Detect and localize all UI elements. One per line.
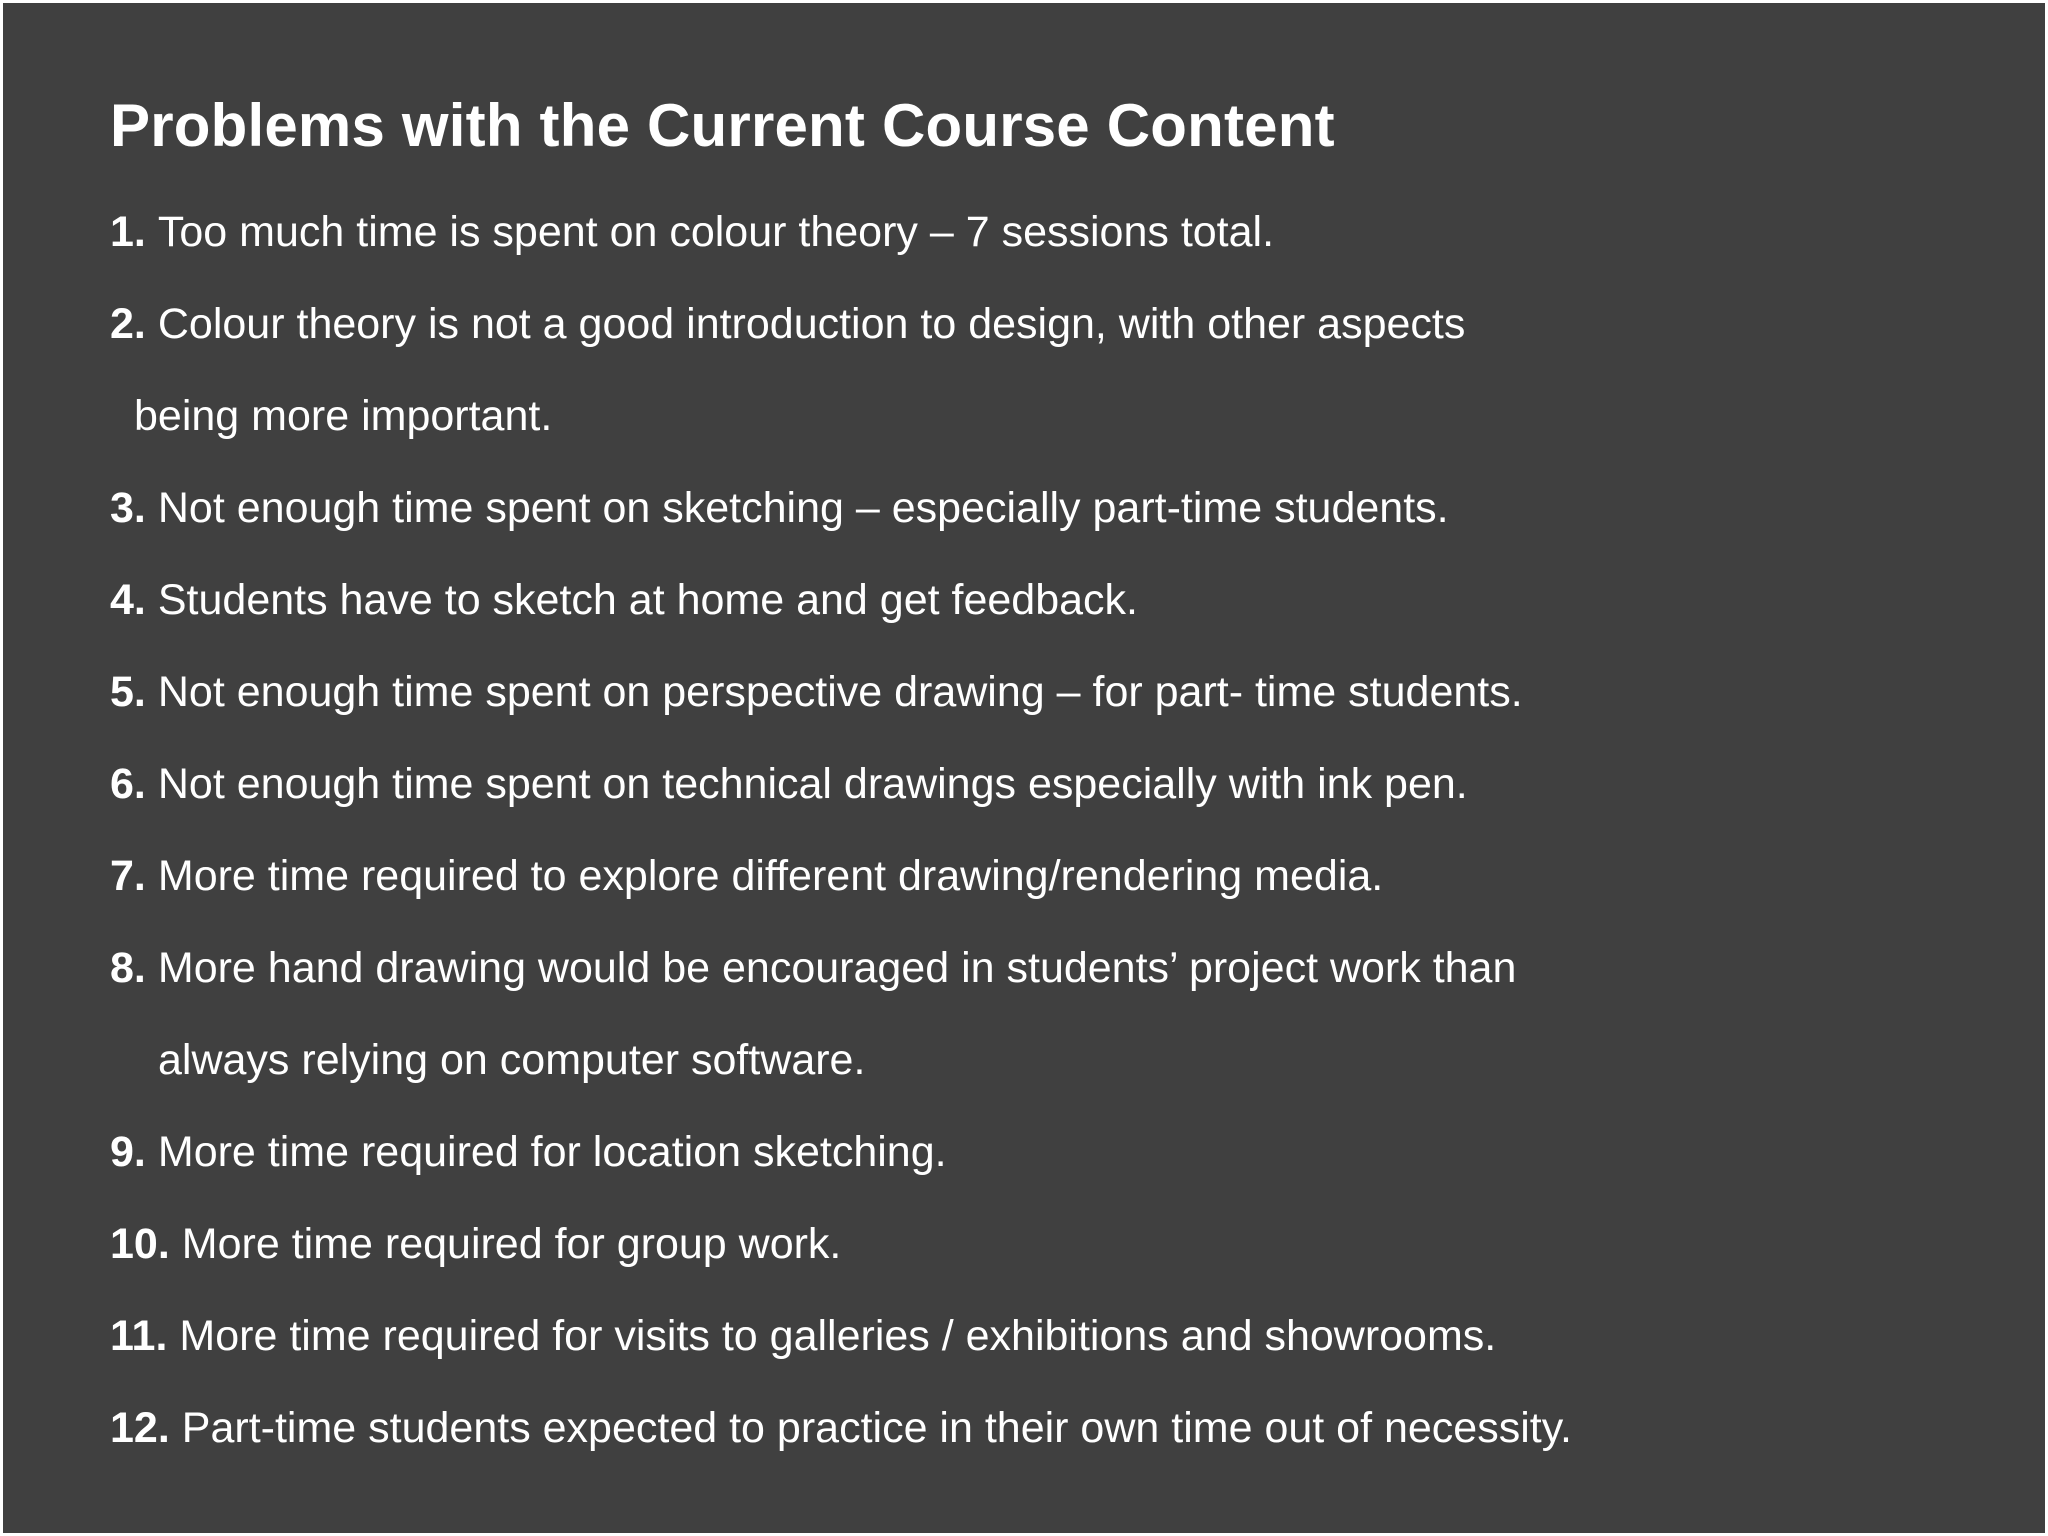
item-number: 7.: [110, 852, 146, 900]
item-text: Not enough time spent on sketching – especially part-time students.: [157, 484, 1449, 532]
item-text: Too much time is spent on colour theory – 7 sessions total.: [157, 208, 1275, 256]
item-number: 2.: [110, 300, 146, 348]
item-text-continuation: always relying on computer software.: [158, 1036, 866, 1084]
item-number: 4.: [110, 576, 146, 624]
item-text: Students have to sketch at home and get feedback.: [157, 576, 1138, 624]
list-item-9: [110, 1119, 1572, 1211]
item-number: 6.: [110, 760, 146, 808]
list-item-8: [110, 935, 1572, 1027]
list-item-3: [110, 475, 1572, 567]
item-number: 9.: [110, 1128, 146, 1176]
item-text: Colour theory is not a good introduction to design, with other aspects: [157, 300, 1466, 348]
list-item-2-continuation: [110, 383, 1572, 475]
item-number: 1.: [110, 208, 146, 256]
list-item-8-continuation: [110, 1027, 1572, 1119]
list-item-10: [110, 1211, 1572, 1303]
item-number: 8.: [110, 944, 146, 992]
slide: [3, 3, 2045, 1533]
item-text: More hand drawing would be encouraged in students’ project work than: [157, 944, 1517, 992]
item-text: Not enough time spent on technical drawings especially with ink pen.: [157, 760, 1468, 808]
item-text: More time required for visits to galleries / exhibitions and showrooms.: [179, 1312, 1497, 1360]
problems-list: [110, 199, 1572, 1487]
list-item-5: [110, 659, 1572, 751]
item-text: More time required for group work.: [181, 1220, 842, 1268]
list-item-11: [110, 1303, 1572, 1395]
item-number: 12.: [110, 1404, 170, 1452]
item-number: 5.: [110, 668, 146, 716]
item-text: More time required for location sketching.: [157, 1128, 947, 1176]
item-text: More time required to explore different drawing/rendering media.: [157, 852, 1384, 900]
list-item-1: [110, 199, 1572, 291]
list-item-2: [110, 291, 1572, 383]
item-text: Not enough time spent on perspective drawing – for part- time students.: [157, 668, 1523, 716]
list-item-7: [110, 843, 1572, 935]
item-number: 10.: [110, 1220, 170, 1268]
slide-title: Problems with the Current Course Content: [110, 92, 1335, 159]
item-number: 11.: [110, 1312, 168, 1360]
item-number: 3.: [110, 484, 146, 532]
list-item-12: [110, 1395, 1572, 1487]
list-item-4: [110, 567, 1572, 659]
list-item-6: [110, 751, 1572, 843]
item-text-continuation: being more important.: [134, 392, 553, 440]
item-text: Part-time students expected to practice in their own time out of necessity.: [181, 1404, 1572, 1452]
